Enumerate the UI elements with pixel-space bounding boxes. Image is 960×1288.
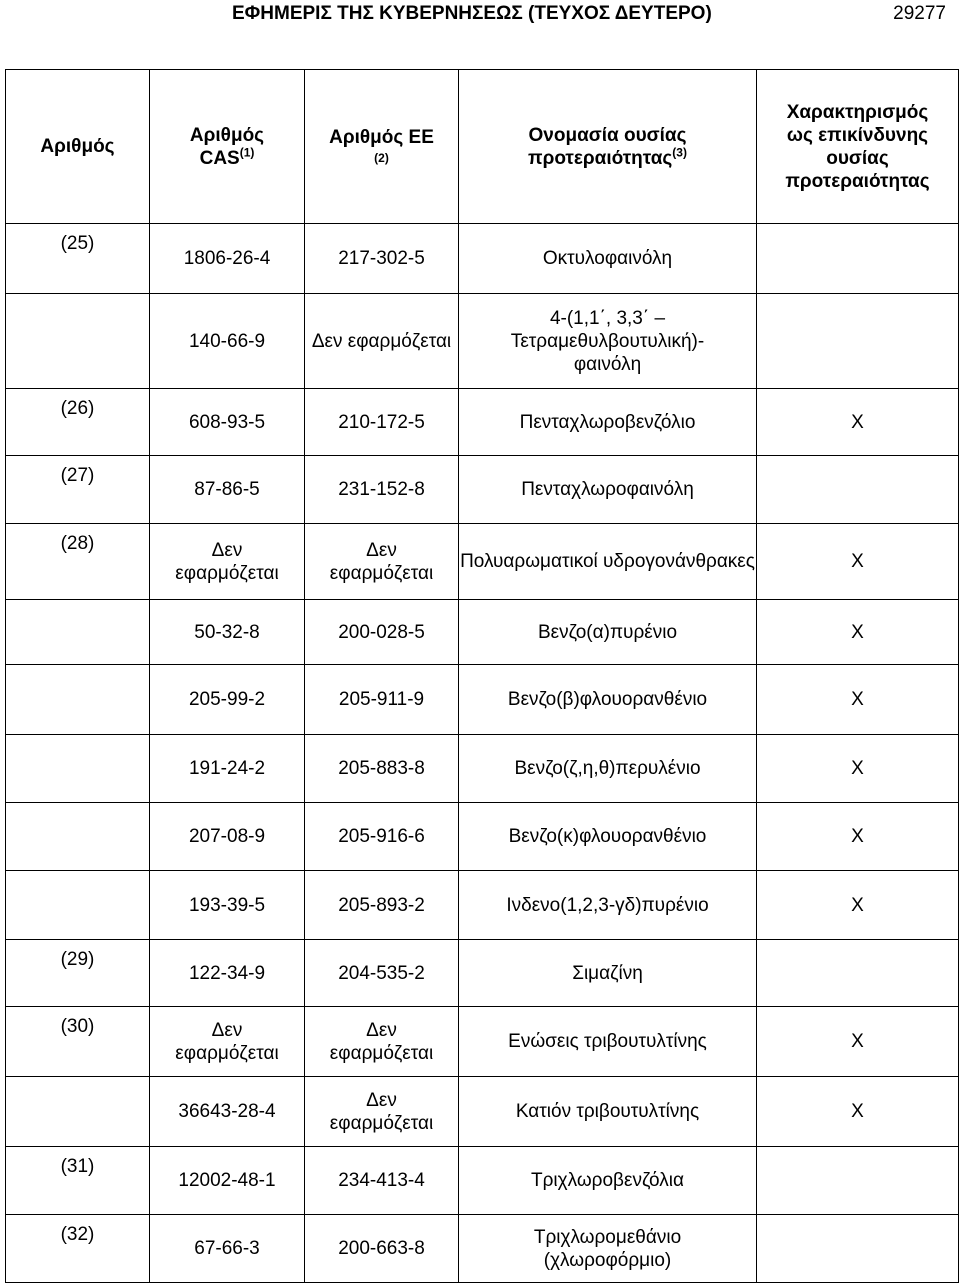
substance-name: Βενζο(β)φλουορανθένιο — [459, 665, 757, 735]
ec-number: 205-916-6 — [305, 803, 459, 871]
row-number: (25) — [6, 224, 150, 294]
cas-number: 122-34-9 — [150, 940, 305, 1007]
substance-name: Βενζο(ζ,η,θ)περυλένιο — [459, 735, 757, 803]
cas-number: 36643-28-4 — [150, 1077, 305, 1147]
hazard-mark — [757, 940, 959, 1007]
cas-number: 193-39-5 — [150, 871, 305, 940]
substance-name: Ινδενο(1,2,3-γδ)πυρένιο — [459, 871, 757, 940]
cas-number: Δεν εφαρμόζεται — [150, 1007, 305, 1077]
ec-number: 205-883-8 — [305, 735, 459, 803]
table-header-row — [6, 70, 959, 224]
page-number: 29277 — [893, 3, 946, 24]
table-row — [6, 735, 959, 803]
cas-number: 87-86-5 — [150, 456, 305, 524]
table-row — [6, 1077, 959, 1147]
ec-number: 200-028-5 — [305, 600, 459, 665]
cas-number: 608-93-5 — [150, 389, 305, 456]
cas-number: 205-99-2 — [150, 665, 305, 735]
substance-name: Βενζο(α)πυρένιο — [459, 600, 757, 665]
cas-number: Δεν εφαρμόζεται — [150, 524, 305, 600]
header-hazard-classification: Χαρακτηρισμός ως επικίνδυνης ουσίας προτεραιότητας — [757, 70, 959, 224]
substance-name: Πενταχλωροβενζόλιο — [459, 389, 757, 456]
hazard-mark — [757, 1147, 959, 1215]
table-row — [6, 389, 959, 456]
row-number: (27) — [6, 456, 150, 524]
substance-name: Σιμαζίνη — [459, 940, 757, 1007]
substance-name: Τριχλωρομεθάνιο (χλωροφόρμιο) — [459, 1215, 757, 1283]
hazard-mark: X — [757, 1007, 959, 1077]
hazard-mark — [757, 224, 959, 294]
ec-number: Δεν εφαρμόζεται — [305, 1077, 459, 1147]
ec-number: 205-911-9 — [305, 665, 459, 735]
hazard-mark: X — [757, 524, 959, 600]
ec-number: 200-663-8 — [305, 1215, 459, 1283]
row-number — [6, 1077, 150, 1147]
row-number — [6, 871, 150, 940]
row-number: (32) — [6, 1215, 150, 1283]
ec-number: 204-535-2 — [305, 940, 459, 1007]
table-row — [6, 1147, 959, 1215]
substance-name: Βενζο(κ)φλουορανθένιο — [459, 803, 757, 871]
ec-number: Δεν εφαρμόζεται — [305, 524, 459, 600]
ec-number: 231-152-8 — [305, 456, 459, 524]
hazard-mark — [757, 456, 959, 524]
ec-number: 205-893-2 — [305, 871, 459, 940]
table-row — [6, 803, 959, 871]
page-header — [0, 0, 960, 28]
priority-substances-table — [5, 69, 959, 1283]
cas-number: 50-32-8 — [150, 600, 305, 665]
row-number: (30) — [6, 1007, 150, 1077]
hazard-mark: X — [757, 389, 959, 456]
row-number — [6, 803, 150, 871]
table-row — [6, 294, 959, 389]
row-number — [6, 294, 150, 389]
row-number: (28) — [6, 524, 150, 600]
table-row — [6, 1007, 959, 1077]
table-row — [6, 665, 959, 735]
gazette-title: ΕΦΗΜΕΡΙΣ ΤΗΣ ΚΥΒΕΡΝΗΣΕΩΣ (ΤΕΥΧΟΣ ΔΕΥΤΕΡΟ) — [232, 3, 712, 24]
cas-number: 140-66-9 — [150, 294, 305, 389]
substance-name: Τριχλωροβενζόλια — [459, 1147, 757, 1215]
substance-name: 4-(1,1΄, 3,3΄ – Τετραμεθυλβουτυλική)-φαινόλη — [459, 294, 757, 389]
substance-name: Οκτυλοφαινόλη — [459, 224, 757, 294]
ec-number: Δεν εφαρμόζεται — [305, 294, 459, 389]
row-number: (26) — [6, 389, 150, 456]
ec-number: 217-302-5 — [305, 224, 459, 294]
hazard-mark — [757, 294, 959, 389]
hazard-mark: X — [757, 735, 959, 803]
cas-number: 191-24-2 — [150, 735, 305, 803]
row-number — [6, 735, 150, 803]
cas-number: 207-08-9 — [150, 803, 305, 871]
cas-number: 1806-26-4 — [150, 224, 305, 294]
row-number — [6, 600, 150, 665]
header-ec: Αριθμός ΕΕ (2) — [305, 70, 459, 224]
row-number: (31) — [6, 1147, 150, 1215]
table-row — [6, 940, 959, 1007]
hazard-mark: X — [757, 1077, 959, 1147]
ec-number: 210-172-5 — [305, 389, 459, 456]
hazard-mark: X — [757, 871, 959, 940]
substance-name: Ενώσεις τριβουτυλτίνης — [459, 1007, 757, 1077]
cas-number: 12002-48-1 — [150, 1147, 305, 1215]
substance-name: Κατιόν τριβουτυλτίνης — [459, 1077, 757, 1147]
ec-number: Δεν εφαρμόζεται — [305, 1007, 459, 1077]
hazard-mark — [757, 1215, 959, 1283]
table-row — [6, 524, 959, 600]
table-row — [6, 456, 959, 524]
substance-name: Πολυαρωματικοί υδρογονάνθρακες — [459, 524, 757, 600]
header-substance-name: Ονομασία ουσίας προτεραιότητας$^{(3)}$ — [459, 70, 757, 224]
header-number: Αριθμός — [6, 70, 150, 224]
cas-number: 67-66-3 — [150, 1215, 305, 1283]
table-row — [6, 224, 959, 294]
ec-number: 234-413-4 — [305, 1147, 459, 1215]
substance-name: Πενταχλωροφαινόλη — [459, 456, 757, 524]
row-number — [6, 665, 150, 735]
table-row — [6, 1215, 959, 1283]
hazard-mark: X — [757, 665, 959, 735]
row-number: (29) — [6, 940, 150, 1007]
table-row — [6, 871, 959, 940]
hazard-mark: X — [757, 803, 959, 871]
hazard-mark: X — [757, 600, 959, 665]
table-row — [6, 600, 959, 665]
header-cas: Αριθμός CAS$^{(1)}$ — [150, 70, 305, 224]
